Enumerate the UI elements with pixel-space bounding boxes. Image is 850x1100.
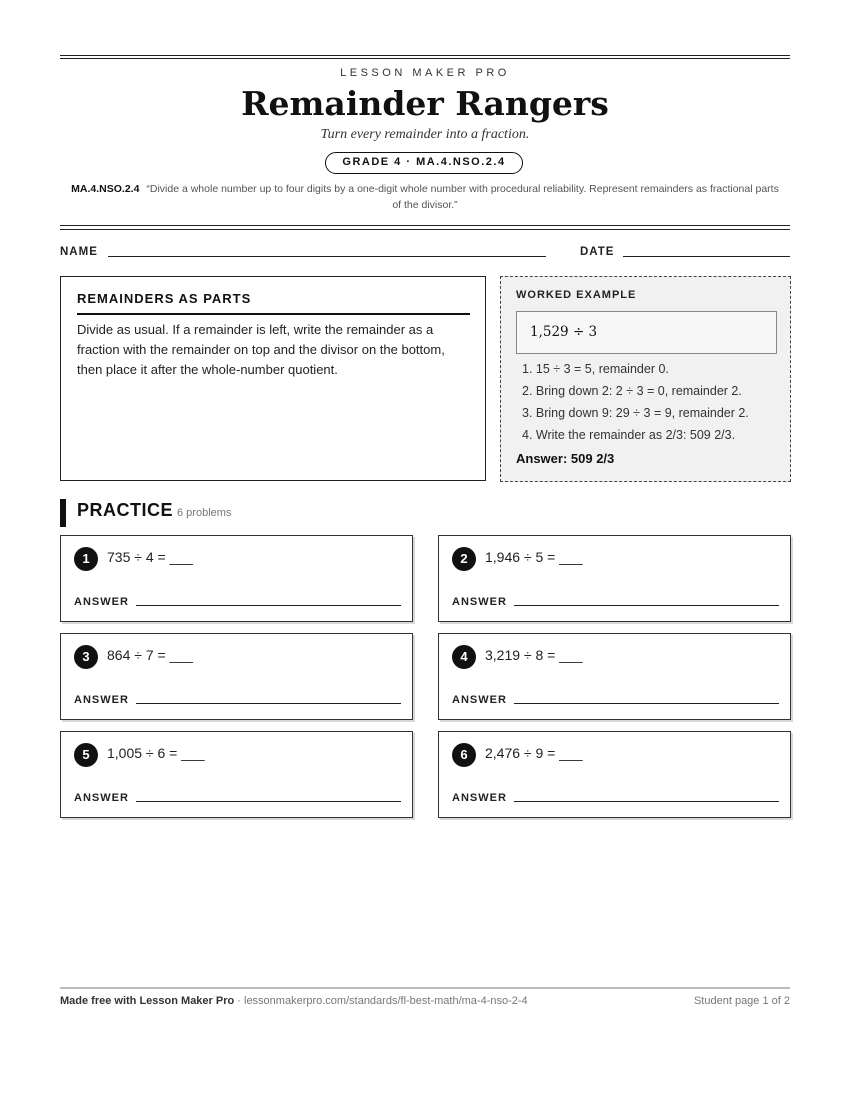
header-bottom-rule bbox=[60, 225, 790, 226]
problem-number: 2 bbox=[452, 547, 476, 571]
worksheet-subtitle: Turn every remainder into a fraction. bbox=[320, 127, 530, 142]
answer-line[interactable] bbox=[136, 605, 401, 606]
footer-rule bbox=[60, 987, 790, 989]
problem-text: 1,946 ÷ 5 = ___ bbox=[485, 549, 583, 565]
problem-card-4 bbox=[438, 633, 791, 720]
date-field[interactable] bbox=[623, 256, 790, 257]
problem-card-3 bbox=[60, 633, 413, 720]
worked-example-heading: WORKED EXAMPLE bbox=[516, 289, 637, 301]
problem-text: 2,476 ÷ 9 = ___ bbox=[485, 745, 583, 761]
problem-number: 3 bbox=[74, 645, 98, 669]
worked-step: 2. Bring down 2: 2 ÷ 3 = 0, remainder 2. bbox=[522, 384, 742, 398]
practice-accent-bar bbox=[60, 499, 66, 527]
problem-text: 735 ÷ 4 = ___ bbox=[107, 549, 193, 565]
worked-example-steps bbox=[522, 358, 749, 446]
problem-text: 3,219 ÷ 8 = ___ bbox=[485, 647, 583, 663]
problem-card-5 bbox=[60, 731, 413, 818]
practice-title: PRACTICE bbox=[77, 500, 174, 520]
standard-description bbox=[70, 181, 780, 213]
worked-example-answer: Answer: 509 2/3 bbox=[516, 451, 615, 466]
answer-line[interactable] bbox=[514, 703, 779, 704]
answer-label: ANSWER bbox=[74, 694, 129, 706]
problem-number: 6 bbox=[452, 743, 476, 767]
practice-count: 6 problems bbox=[177, 507, 232, 519]
answer-label: ANSWER bbox=[452, 694, 507, 706]
answer-line[interactable] bbox=[514, 801, 779, 802]
problem-text: 1,005 ÷ 6 = ___ bbox=[107, 745, 205, 761]
standard-code: MA.4.NSO.2.4 bbox=[71, 183, 140, 195]
header-bottom-rule-thin bbox=[60, 229, 790, 230]
worked-example-problem: 1,529 ÷ 3 bbox=[516, 311, 777, 354]
top-rule-thin bbox=[60, 58, 790, 59]
explanation-heading: REMAINDERS AS PARTS bbox=[77, 291, 470, 315]
answer-line[interactable] bbox=[514, 605, 779, 606]
worksheet-title: Remainder Rangers bbox=[241, 84, 609, 123]
name-field[interactable] bbox=[108, 256, 546, 257]
footer-url[interactable]: · lessonmakerpro.com/standards/fl-best-math/ma-4-nso-2-4 bbox=[234, 995, 528, 1007]
problem-card-6 bbox=[438, 731, 791, 818]
answer-line[interactable] bbox=[136, 801, 401, 802]
explanation-text: Divide as usual. If a remainder is left, write the remainder as a fraction with the remainder on top and the divisor on the bottom, then place it after the whole-number quotient. bbox=[77, 322, 445, 377]
worked-example-box bbox=[500, 276, 791, 482]
problem-card-1 bbox=[60, 535, 413, 622]
problem-number: 1 bbox=[74, 547, 98, 571]
page-indicator: Student page 1 of 2 bbox=[693, 995, 790, 1007]
name-label: NAME bbox=[60, 246, 98, 258]
grade-standard-badge: GRADE 4 · MA.4.NSO.2.4 bbox=[325, 152, 523, 174]
problem-number: 4 bbox=[452, 645, 476, 669]
answer-label: ANSWER bbox=[74, 596, 129, 608]
answer-label: ANSWER bbox=[452, 792, 507, 804]
footer-credit bbox=[60, 995, 528, 1007]
answer-label: ANSWER bbox=[74, 792, 129, 804]
problem-number: 5 bbox=[74, 743, 98, 767]
top-rule bbox=[60, 55, 790, 56]
problem-card-2 bbox=[438, 535, 791, 622]
answer-label: ANSWER bbox=[452, 596, 507, 608]
standard-text: “Divide a whole number up to four digits by a one-digit whole number with procedural reliability. Represent remainders as fractional parts of the divisor.” bbox=[146, 183, 779, 211]
problem-text: 864 ÷ 7 = ___ bbox=[107, 647, 193, 663]
footer-made-with: Made free with Lesson Maker Pro bbox=[60, 995, 235, 1007]
date-label: DATE bbox=[580, 246, 615, 258]
worked-step: 1. 15 ÷ 3 = 5, remainder 0. bbox=[522, 362, 669, 376]
worked-step: 3. Bring down 9: 29 ÷ 3 = 9, remainder 2. bbox=[522, 406, 749, 420]
worked-step: 4. Write the remainder as 2/3: 509 2/3. bbox=[522, 428, 736, 442]
brand-name: LESSON MAKER PRO bbox=[340, 67, 510, 79]
answer-line[interactable] bbox=[136, 703, 401, 704]
explanation-box bbox=[60, 276, 486, 481]
